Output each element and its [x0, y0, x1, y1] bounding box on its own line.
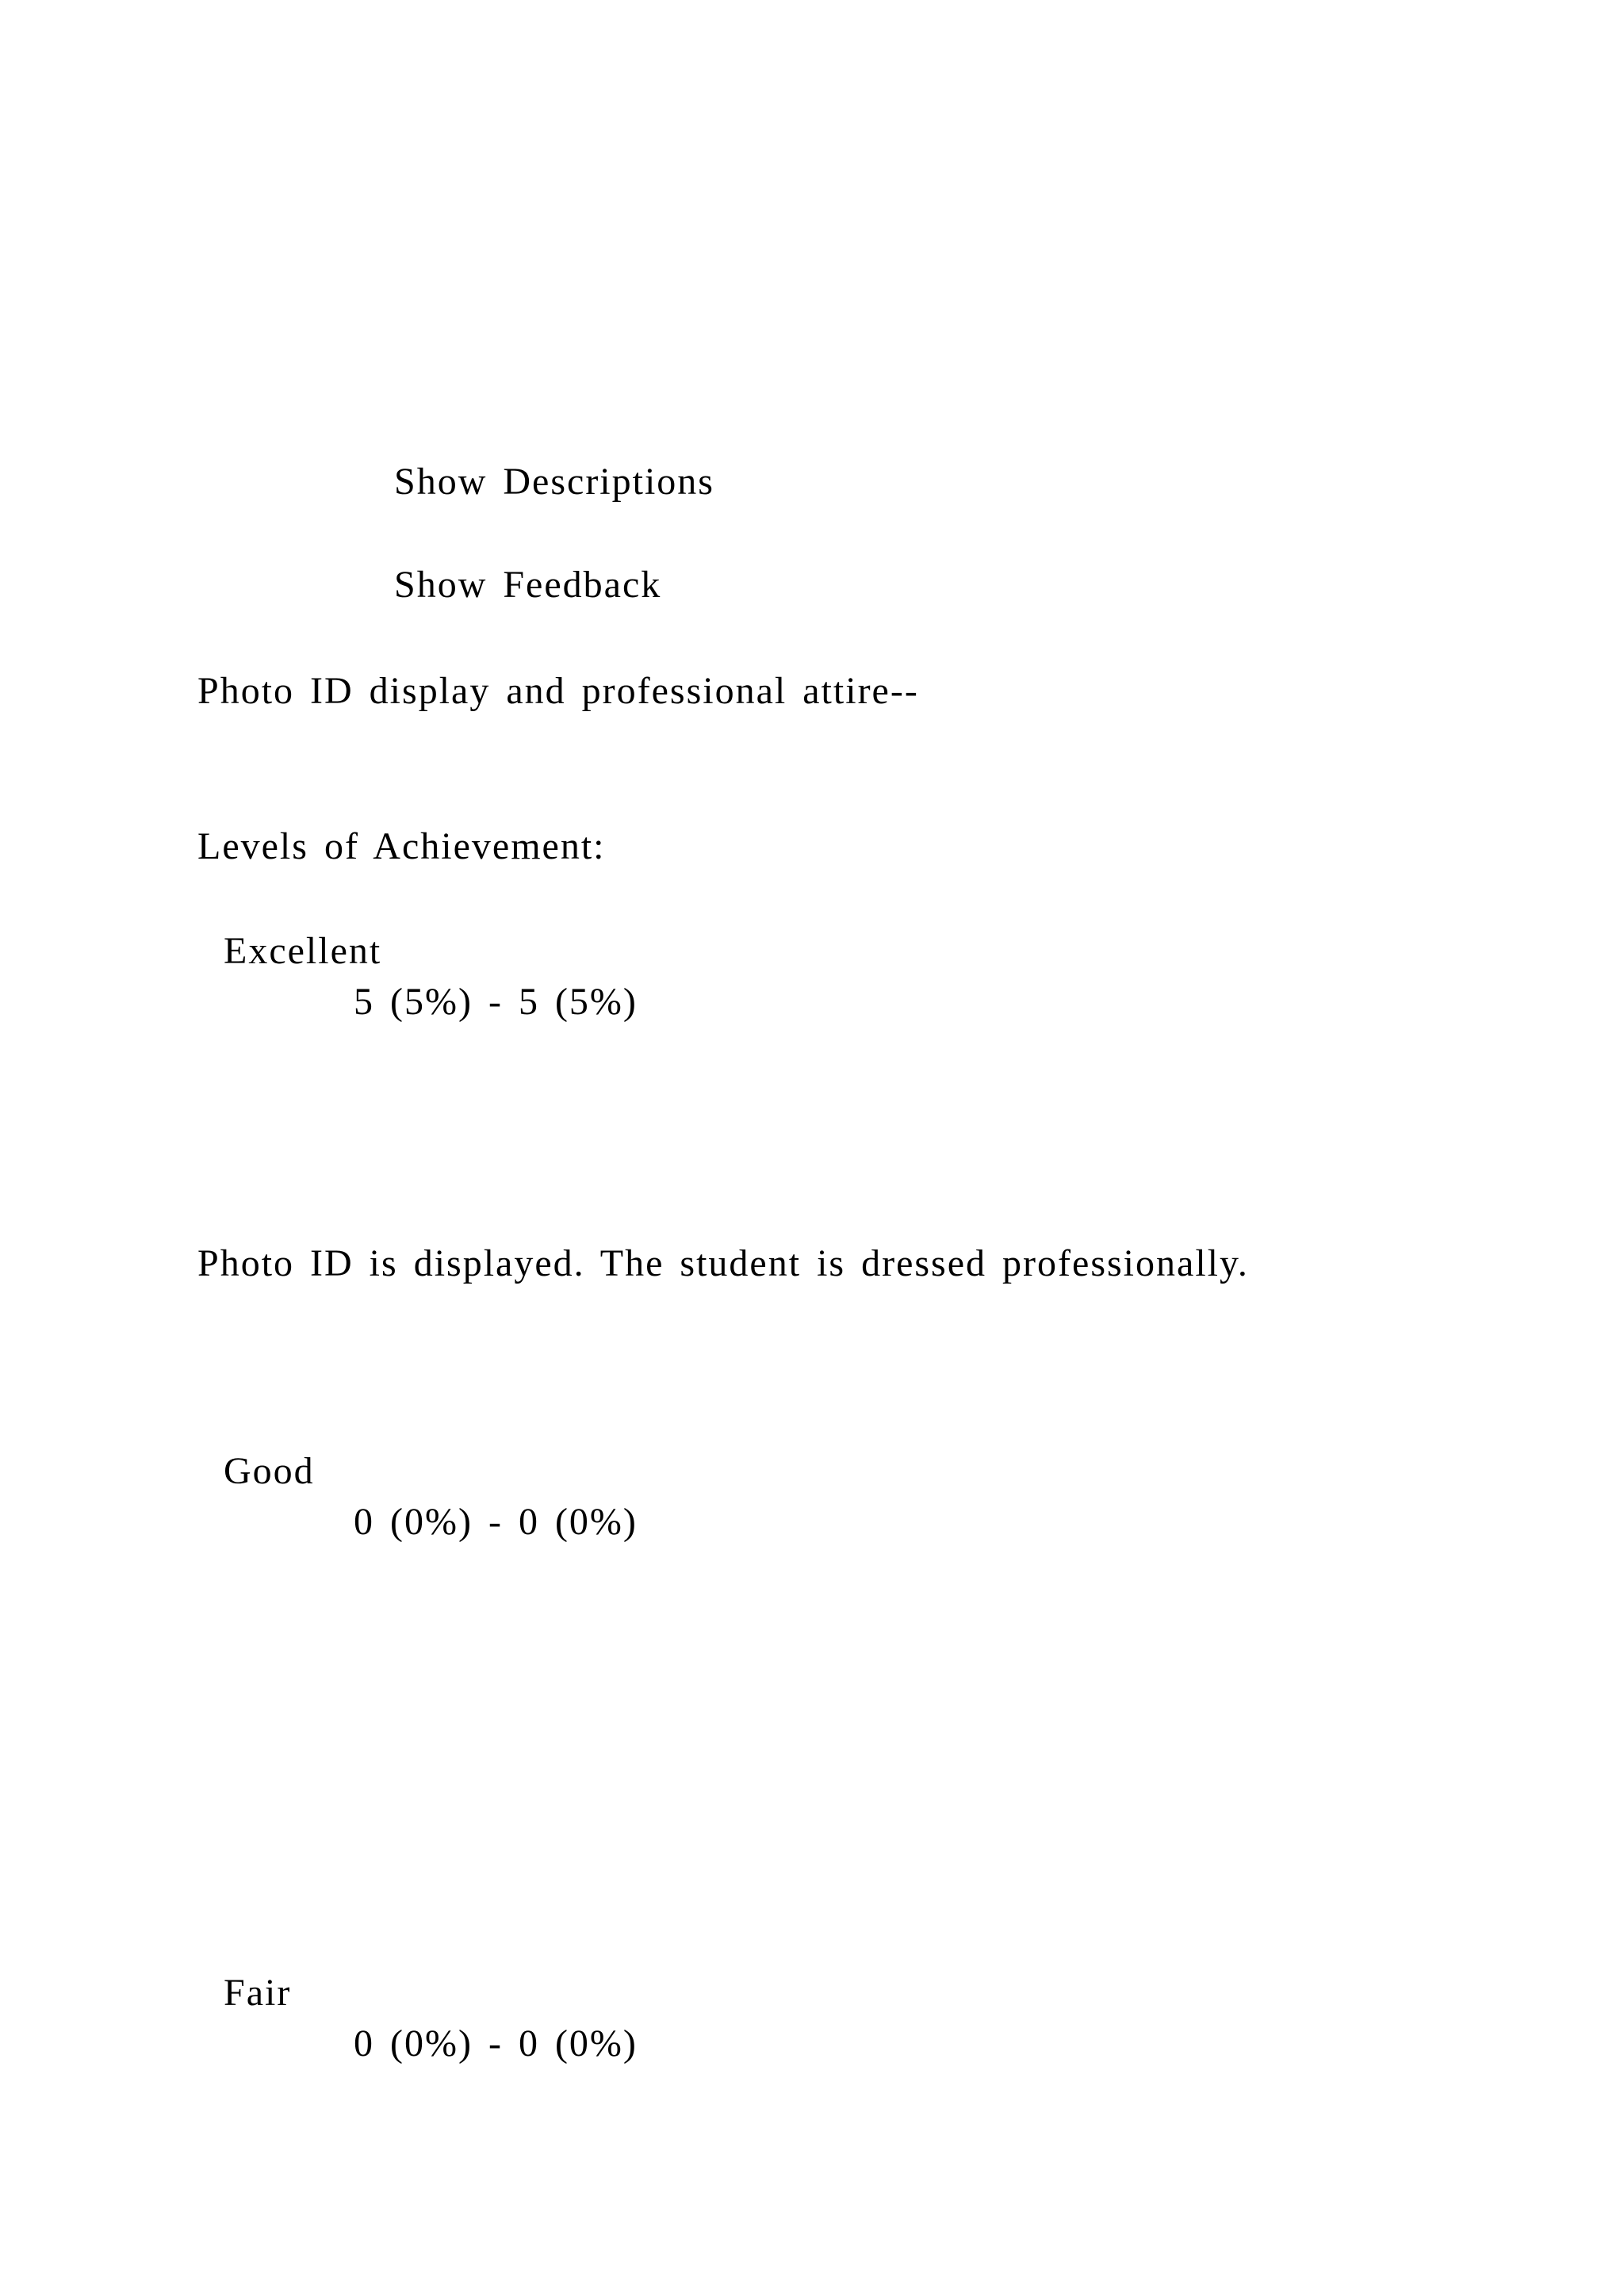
levels-heading: Levels of Achievement:	[197, 825, 606, 867]
level-name-good: Good	[224, 1450, 315, 1492]
show-descriptions-link[interactable]: Show Descriptions	[394, 461, 714, 503]
level-description-excellent: Photo ID is displayed. The student is dressed professionally.	[197, 1242, 1249, 1284]
level-points-fair: 0 (0%) - 0 (0%)	[354, 2022, 638, 2064]
criterion-title: Photo ID display and professional attire--	[197, 670, 919, 712]
level-name-fair: Fair	[224, 1972, 292, 2014]
level-name-excellent: Excellent	[224, 930, 382, 972]
level-points-good: 0 (0%) - 0 (0%)	[354, 1501, 638, 1543]
show-feedback-link[interactable]: Show Feedback	[394, 564, 662, 606]
level-points-excellent: 5 (5%) - 5 (5%)	[354, 981, 638, 1023]
